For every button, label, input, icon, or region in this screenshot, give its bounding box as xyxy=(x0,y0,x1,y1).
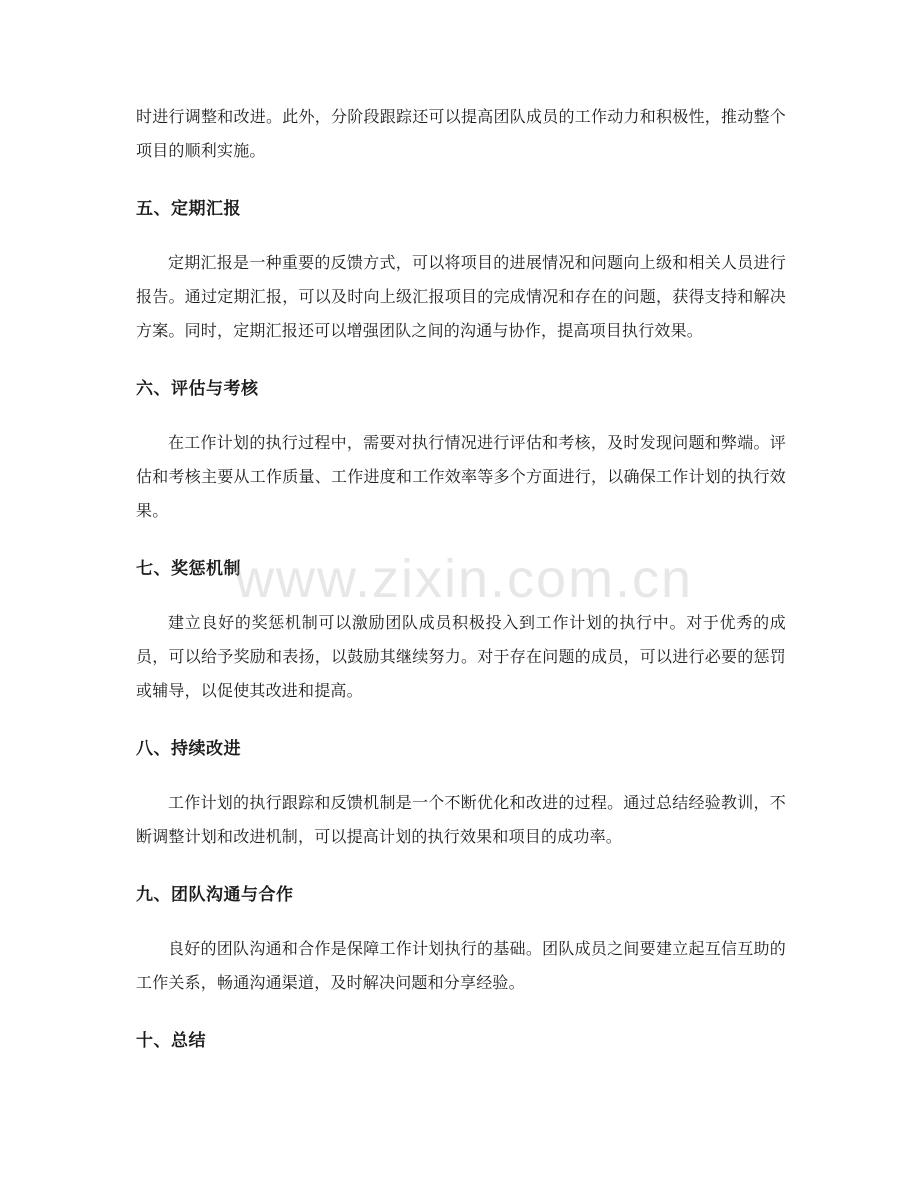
document-body xyxy=(136,100,786,1058)
section-heading-6: 六、评估与考核 xyxy=(136,379,259,399)
section-heading-7: 七、奖惩机制 xyxy=(136,559,241,579)
intro-paragraph: 时进行调整和改进。此外，分阶段跟踪还可以提高团队成员的工作动力和积极性，推动整个项目的顺利实施。 xyxy=(136,107,786,160)
section-body-9: 良好的团队沟通和合作是保障工作计划执行的基础。团队成员之间要建立起互信互助的工作关系，畅通沟通渠道，及时解决问题和分享经验。 xyxy=(136,939,786,992)
section-heading-10: 十、总结 xyxy=(136,1031,206,1051)
section-heading-9: 九、团队沟通与合作 xyxy=(136,885,294,905)
section-heading-8: 八、持续改进 xyxy=(136,739,241,759)
watermark-text: www.zixin.com.cn xyxy=(235,549,694,609)
section-body-6: 在工作计划的执行过程中，需要对执行情况进行评估和考核，及时发现问题和弊端。评估和考核主要从工作质量、工作进度和工作效率等多个方面进行，以确保工作计划的执行效果。 xyxy=(136,433,786,520)
section-body-5: 定期汇报是一种重要的反馈方式，可以将项目的进展情况和问题向上级和相关人员进行报告。通过定期汇报，可以及时向上级汇报项目的完成情况和存在的问题，获得支持和解决方案。同时，定期汇报还可以增强团队之间的沟通与协作，提高项目执行效果。 xyxy=(136,253,786,340)
section-heading-5: 五、定期汇报 xyxy=(136,199,241,219)
section-body-8: 工作计划的执行跟踪和反馈机制是一个不断优化和改进的过程。通过总结经验教训，不断调整计划和改进机制，可以提高计划的执行效果和项目的成功率。 xyxy=(136,793,786,846)
section-body-7: 建立良好的奖惩机制可以激励团队成员积极投入到工作计划的执行中。对于优秀的成员，可以给予奖励和表扬，以鼓励其继续努力。对于存在问题的成员，可以进行必要的惩罚或辅导，以促使其改进和提高。 xyxy=(136,613,786,700)
